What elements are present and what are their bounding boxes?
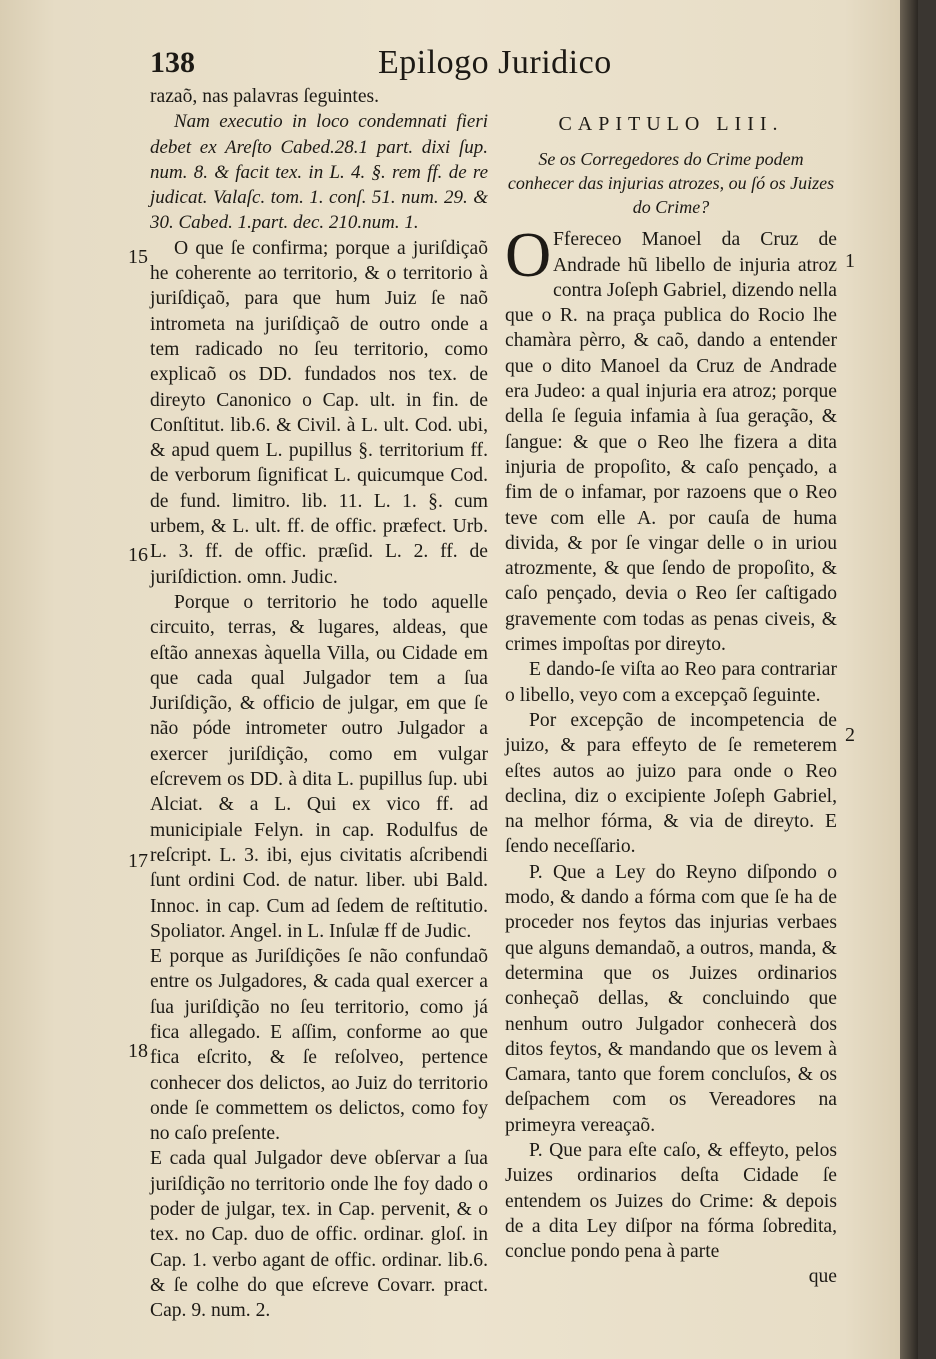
paragraph-15: O que ſe confirma; porque a juriſdiçaõ he coherente ao territorio, & o territorio à juriſdiçaõ, para que hum Juiz ſe naõ intrometa na juriſdiçaõ de outro onde a tem radicado no ſeu territorio, como explicaõ os DD. fundados nos tex. de direyto Canonico o Cap. ult. in fin. de Conſtitut. lib.6. & Civil. à L. ult. Cod. ubi, & apud quem L. pupillus §. territorium ff. de verborum ſignificat L. quicumque Cod. de fund. limitro. lib. 11. L. 1. §. cum urbem, & L. ult. ff. de offic. præfect. Urb. L. 3. ff. de offic. præſid. L. 2. ff. de juriſdiction. omn. Judic. <box>150 237 488 588</box>
paragraph-1: Ffereceo Manoel da Cruz de Andrade hũ libello de injuria atroz contra Joſeph Gabriel, dizendo nella que o R. na praça publica do Rocio lhe chamàra pèrro, & caõ, dando a entender que o dito Manoel da Cruz de Andrade era Judeo: a qual injuria era atroz; porque della ſe ſeguia infamia à ſua geração, & ſangue: & que o Reo lhe fizera a dita injuria de propoſito, & caſo pençado, a fim de o infamar, por razoens que o Reo teve com elle A. por cauſa de huma divida, & por ſe vingar delle o in uriou atrozmente, & que ſendo de propoſito, & caſo pençado, devia o Reo ſer caſtigado gravemente com todas as penas civeis, & crimes impoſtas por direyto. <box>505 229 837 656</box>
paragraph-16: Porque o territorio he todo aquelle circuito, terras, & lugares, aldeas, que eſtão annexas àquella Villa, ou Cidade em que cada qual Julgador tem a ſua Juriſdição, & officio de julgar, em que ſe não póde intrometer outro Julgador a exercer juriſdição, como em vulgar eſcrevem os DD. à dita L. pupillus ſup. ubi Alciat. & a L. Qui ex vico ff. ad municipiale Felyn. in cap. Rodulfus de reſcript. L. 3. ibi, ejus civitatis aſcribendi ſunt ordini Cod. de natur. liber. ubi Bald. Innoc. in cap. Cum ad ſedem de reſtitutio. Spoliator. Angel. in L. Inſulæ ff de Judic. <box>150 591 488 942</box>
chapter-subtitle: Se os Corregedores do Crime podem conhecer das injurias atrozes, ou ſó os Juizes do Crime? <box>507 149 835 218</box>
running-head: Epilogo Juridico <box>378 44 612 81</box>
margin-number-17: 17 <box>128 850 148 872</box>
chapter-title: CAPITULO LIII. <box>558 113 784 135</box>
paragraph-2: E dando-ſe viſta ao Reo para contrariar o libello, veyo com a excepçaõ ſeguinte. <box>505 659 837 706</box>
opening-line: razaõ, nas palavras ſeguintes. <box>150 86 380 107</box>
catchword: que <box>808 1266 837 1288</box>
right-column <box>505 106 837 1290</box>
margin-number-1: 1 <box>845 250 855 272</box>
margin-number-16: 16 <box>128 544 148 566</box>
binding-edge <box>900 0 918 1359</box>
drop-cap: O <box>505 219 552 291</box>
paragraph-5: P. Que para eſte caſo, & effeyto, pelos Juizes ordinarios deſta Cidade ſe entendem os Juizes do Crime: & depois de a dita Ley diſpor na fórma ſobredita, conclue pondo pena à parte <box>505 1139 837 1263</box>
paragraph-17: E porque as Juriſdições ſe não confundaõ entre os Julgadores, & cada qual exercer a ſua juriſdição no ſeu territorio, como já fica allegado. E aſſim, conforme ao que fica eſcrito, & ſe reſolveo, pertence conhecer dos delictos, ao Juiz do territorio onde ſe commettem os delictos, como foy no caſo preſente. <box>150 946 488 1145</box>
paragraph-4: P. Que a Ley do Reyno diſpondo o modo, & dando a fórma com que ſe ha de proceder nos feytos das injurias verbaes que alguns demandaõ, a outros, manda, & determina que os Juizes ordinarios conheçaõ dellas, & concluindo que nenhum outro Julgador conhecerà dos ditos feytos, & mandando que os levem à Camara, tanto que forem concluſos, & os deſpachem com os Vereadores na primeyra vereaçaõ. <box>505 861 837 1136</box>
latin-quote: Nam executio in loco condemnati fieri debet ex Areſto Cabed.28.1 part. dixi ſup. num. 8. & facit tex. in L. 4. §. rem ff. de re judicat. Valaſc. tom. 1. conſ. 51. num. 29. & 30. Cabed. 1.part. dec. 210.num. 1. <box>150 111 488 234</box>
margin-number-18: 18 <box>128 1040 148 1062</box>
left-column <box>150 84 488 1324</box>
paragraph-3: Por excepção de incompetencia de juizo, & para effeyto de ſe remeterem eſtes autos ao juizo para onde o Reo declina, diz o excipiente Joſeph Gabriel, na melhor fórma, & via de direyto. E ſendo neceſſario. <box>505 709 837 858</box>
first-paragraph-wrap <box>505 219 837 657</box>
margin-number-15: 15 <box>128 246 148 268</box>
page-number: 138 <box>150 46 195 79</box>
margin-number-2: 2 <box>845 724 855 746</box>
paragraph-18: E cada qual Julgador deve obſervar a ſua juriſdição no territorio onde lhe foy dado o poder de julgar, tex. in Cap. pervenit, & o tex. no Cap. duo de offic. ordinar. gloſ. in Cap. 1. verbo agant de offic. ordinar. lib.6. & ſe colhe do que eſcreve Covarr. pract. Cap. 9. num. 2. <box>150 1148 488 1322</box>
